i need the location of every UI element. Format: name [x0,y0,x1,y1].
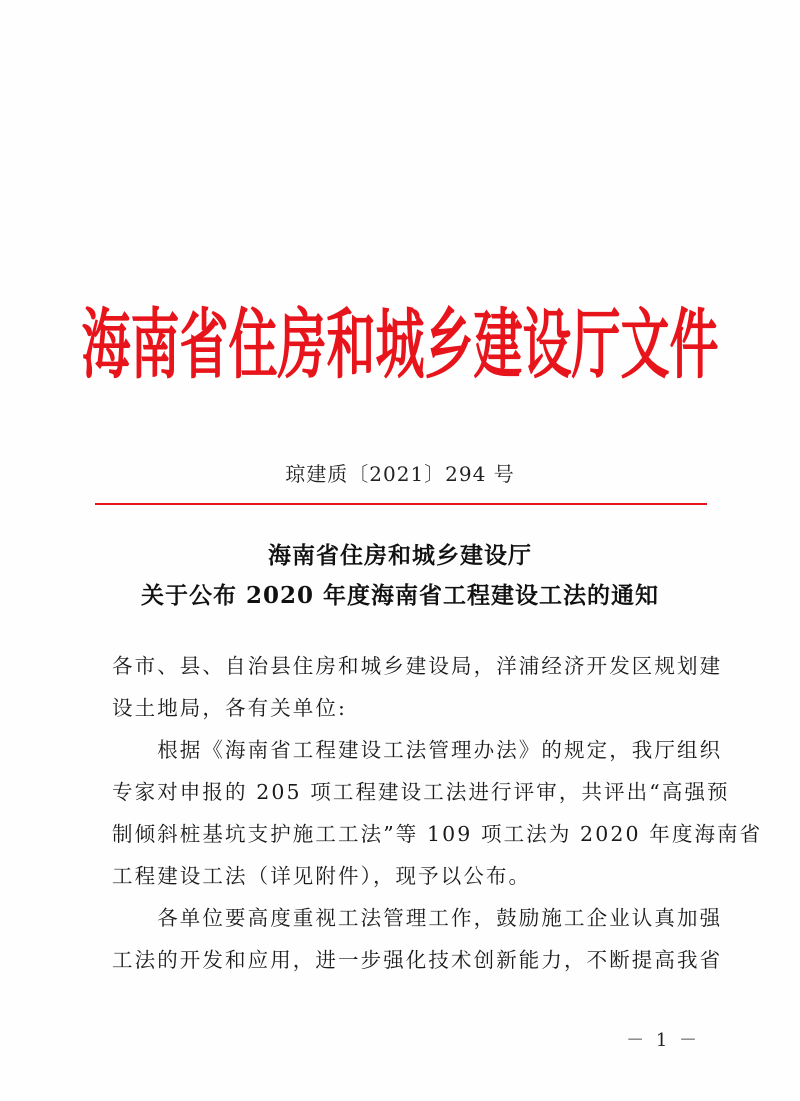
masthead-title: 海南省住房和城乡建设厅文件 [81,301,719,390]
body-line-5: 制倾斜桩基坑支护施工工法”等 109 项工法为 2020 年度海南省 [112,822,763,846]
body-line-4: 专家对申报的 205 项工程建设工法进行评审，共评出“高强预 [112,780,730,804]
body-line-8: 工法的开发和应用，进一步强化技术创新能力，不断提高我省 [112,948,723,972]
body-line-1: 各市、县、自治县住房和城乡建设局，洋浦经济开发区规划建 [112,654,723,678]
body-line-2: 设土地局，各有关单位: [112,696,348,720]
page-number: － 1 － [626,1030,700,1051]
notice-title-line-1: 海南省住房和城乡建设厅 [268,542,532,569]
body-line-7: 各单位要高度重视工法管理工作，鼓励施工企业认真加强 [112,906,723,930]
body-line-6: 工程建设工法（详见附件），现予以公布。 [112,864,532,888]
notice-title-line-2: 关于公布 2020 年度海南省工程建设工法的通知 [140,582,660,609]
document-number: 琼建质〔2021〕294 号 [285,462,515,486]
body-line-3: 根据《海南省工程建设工法管理办法》的规定，我厅组织 [112,738,723,762]
red-divider-line [95,503,707,505]
